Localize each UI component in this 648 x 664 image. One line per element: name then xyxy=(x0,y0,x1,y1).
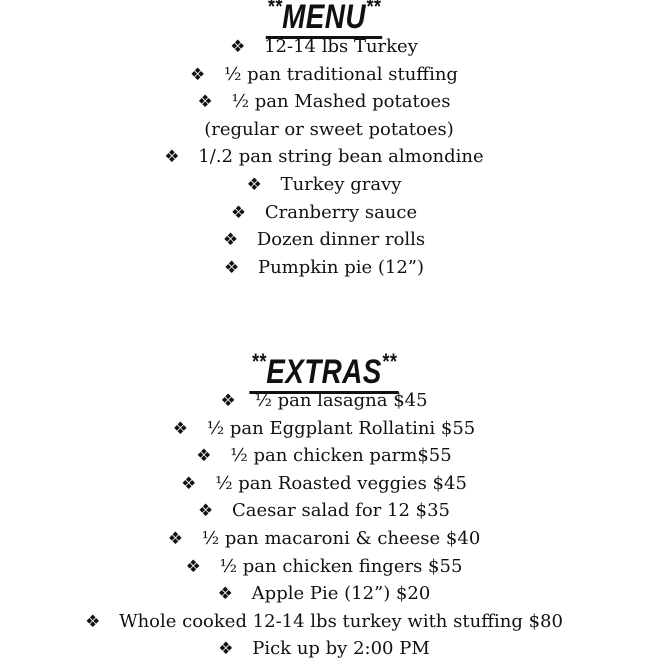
bullet-icon: ❖ xyxy=(196,446,212,467)
extras-item xyxy=(0,525,648,553)
menu-item-text: Pumpkin pie (12”) xyxy=(257,256,425,278)
extras-item-text: Apple Pie (12”) $20 xyxy=(251,583,431,605)
bullet-icon: ❖ xyxy=(230,37,246,57)
bullet-icon: ❖ xyxy=(197,92,213,113)
extras-heading xyxy=(58,344,589,390)
menu-item-continuation xyxy=(0,116,648,144)
extras-list xyxy=(0,387,648,663)
menu-item xyxy=(0,33,648,61)
bullet-icon: ❖ xyxy=(190,64,206,85)
extras-heading-text: EXTRAS xyxy=(266,353,382,391)
extras-item-text: ½ pan chicken fingers $55 xyxy=(219,555,463,577)
bullet-icon: ❖ xyxy=(185,556,201,577)
bullet-icon: ❖ xyxy=(223,257,240,278)
extras-heading-stars-right: ** xyxy=(381,349,397,374)
menu-item-text: Turkey gravy xyxy=(280,173,402,195)
menu-item xyxy=(0,254,648,282)
bullet-icon: ❖ xyxy=(222,230,239,251)
menu-item xyxy=(0,143,648,171)
bullet-icon: ❖ xyxy=(198,501,214,522)
bullet-icon: ❖ xyxy=(218,639,234,660)
extras-item-text: Caesar salad for 12 $35 xyxy=(232,500,450,522)
menu-item xyxy=(0,199,648,227)
extras-item-text: ½ pan chicken parm$55 xyxy=(230,445,452,467)
extras-item xyxy=(0,387,648,415)
menu-heading xyxy=(58,0,589,35)
bullet-icon: ❖ xyxy=(230,202,247,223)
extras-item-text: Pick up by 2:00 PM xyxy=(252,638,430,660)
extras-item xyxy=(0,608,648,636)
menu-item-text: (regular or sweet potatoes) xyxy=(204,118,454,140)
bullet-icon: ❖ xyxy=(181,473,197,494)
menu-heading-stars-right: ** xyxy=(365,0,381,19)
bullet-icon: ❖ xyxy=(164,147,180,168)
bullet-icon: ❖ xyxy=(167,528,183,549)
bullet-icon: ❖ xyxy=(217,584,233,605)
menu-item xyxy=(0,226,648,254)
menu-item xyxy=(0,61,648,89)
extras-item xyxy=(0,553,648,581)
menu-item-text: Cranberry sauce xyxy=(264,201,418,223)
bullet-icon: ❖ xyxy=(220,391,236,411)
extras-item xyxy=(0,580,648,608)
extras-item xyxy=(0,442,648,470)
bullet-icon: ❖ xyxy=(172,418,188,439)
extras-item-text: ½ pan lasagna $45 xyxy=(254,390,428,411)
extras-item xyxy=(0,635,648,663)
menu-item-text: ½ pan Mashed potatoes xyxy=(231,91,451,113)
menu-item-text: 1/.2 pan string bean almondine xyxy=(198,146,484,168)
menu-item-text: Dozen dinner rolls xyxy=(256,229,426,251)
menu-item xyxy=(0,88,648,116)
extras-item-text: ½ pan Roasted veggies $45 xyxy=(215,472,467,494)
bullet-icon: ❖ xyxy=(246,174,262,195)
extras-item-text: ½ pan macaroni & cheese $40 xyxy=(201,527,481,549)
extras-heading-stars-left: ** xyxy=(251,349,267,374)
extras-item xyxy=(0,497,648,525)
menu-list xyxy=(0,33,648,281)
menu-heading-stars-left: ** xyxy=(267,0,283,19)
extras-item-text: ½ pan Eggplant Rollatini $55 xyxy=(206,417,476,439)
menu-item-text: ½ pan traditional stuffing xyxy=(224,63,458,85)
bullet-icon: ❖ xyxy=(85,611,101,632)
menu-heading-text: MENU xyxy=(282,0,366,36)
menu-item xyxy=(0,171,648,199)
extras-item-text: Whole cooked 12-14 lbs turkey with stuffing $80 xyxy=(119,610,563,632)
extras-item xyxy=(0,415,648,443)
menu-item-text: 12-14 lbs Turkey xyxy=(264,36,418,57)
extras-item xyxy=(0,470,648,498)
